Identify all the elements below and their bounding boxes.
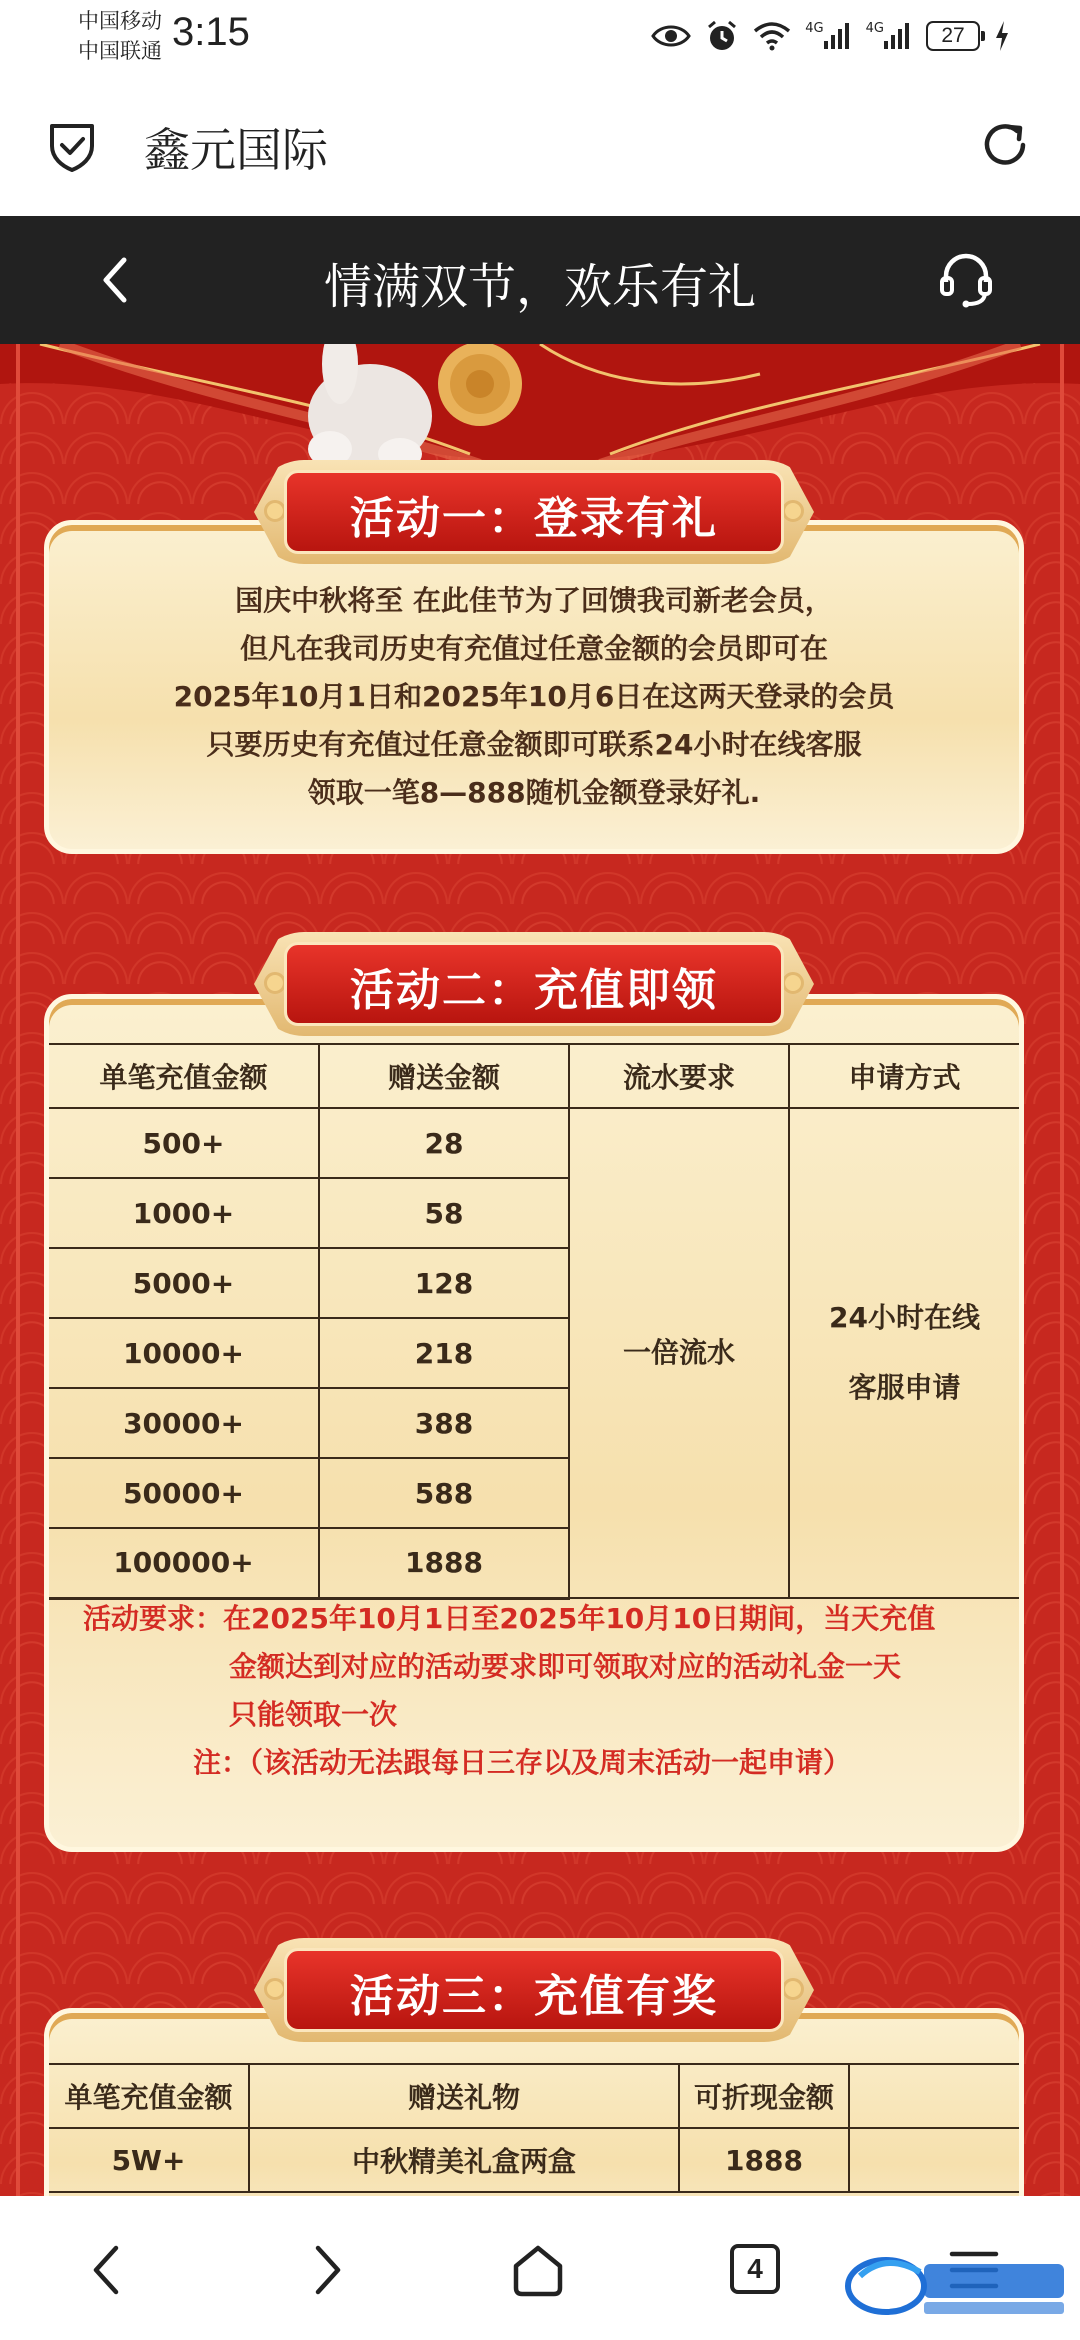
rule-line-3: 只能领取一次 [229,1698,398,1731]
bonus-amount-cell: 388 [319,1388,569,1458]
bonus-amount-cell: 1888 [319,1528,569,1598]
activity-1-card [44,520,1024,854]
apply-method-line-2: 客服申请 [848,1371,961,1404]
activity-3-title: 活动三：充值有奖 [350,1971,718,2022]
rule-line-2: 金额达到对应的活动要求即可领取对应的活动礼金一天 [229,1650,902,1683]
recharge-amount-cell: 5W+ [49,2128,249,2192]
carrier-info [78,6,162,66]
activity-2-rules [83,1595,1003,1787]
charging-icon [994,21,1010,51]
wifi-icon [753,21,791,51]
activity-1-line: 领取一笔8—888随机金额登录好礼. [307,776,761,809]
table-header: 申请方式 [789,1044,1019,1108]
browser-address-bar [0,72,1080,216]
page-header [0,216,1080,344]
status-bar [0,0,1080,72]
rule-label: 活动要求： [83,1602,224,1635]
apply-method-cell [789,1108,1019,1598]
site-title[interactable]: 鑫元国际 [144,123,328,177]
table-header: 赠送金额 [319,1044,569,1108]
signal-tag-1: 4G [805,21,824,36]
eye-icon [651,22,691,50]
signal-icon-1 [805,21,851,51]
back-nav-icon[interactable] [78,2240,138,2300]
recharge-bonus-table [49,1043,1019,1600]
alarm-icon [705,19,739,53]
bonus-amount-cell: 58 [319,1178,569,1248]
rule-line-1: 在2025年10月1日至2025年10月10日期间，当天充值 [223,1602,936,1635]
activity-2-title-ribbon [254,932,814,1036]
table-row [49,1108,1019,1178]
recharge-amount-cell: 30000+ [49,1388,319,1458]
watermark-logo [840,2246,1070,2326]
table-header: 单笔充值金额 [49,1044,319,1108]
turnover-requirement-cell: 一倍流水 [569,1108,789,1598]
activity-3-title-ribbon [254,1938,814,2042]
promotion-content[interactable] [0,344,1080,2196]
table-header: 流水要求 [569,1044,789,1108]
bonus-amount-cell: 128 [319,1248,569,1318]
empty-cell [849,2128,1019,2192]
recharge-amount-cell: 50000+ [49,1458,319,1528]
status-icons [651,16,1010,56]
activity-1-line: 只要历史有充值过任意金额即可联系24小时在线客服 [206,728,862,761]
activity-1-description [49,577,1019,817]
bonus-amount-cell: 588 [319,1458,569,1528]
table-header: 单笔充值金额 [49,2064,249,2128]
activity-1-line: 国庆中秋将至 在此佳节为了回馈我司新老会员， [235,584,833,617]
table-row [49,2128,1019,2192]
recharge-amount-cell: 5000+ [49,1248,319,1318]
activity-1-title: 活动一：登录有礼 [350,493,718,544]
carrier-1: 中国移动 [78,9,162,33]
activity-2-title: 活动二：充值即领 [350,965,718,1016]
recharge-amount-cell: 100000+ [49,1528,319,1598]
apply-method-line-1: 24小时在线 [829,1301,980,1334]
recharge-amount-cell: 500+ [49,1108,319,1178]
recharge-gift-table [49,2063,1019,2193]
table-header [849,2064,1019,2128]
recharge-amount-cell: 10000+ [49,1318,319,1388]
browser-bottom-nav [0,2196,1080,2340]
signal-tag-2: 4G [865,21,884,36]
activity-1-title-ribbon [254,460,814,564]
carrier-2: 中国联通 [78,39,162,63]
table-header: 赠送礼物 [249,2064,679,2128]
table-header-row [49,2064,1019,2128]
bonus-amount-cell: 218 [319,1318,569,1388]
gift-cell: 中秋精美礼盒两盒 [249,2128,679,2192]
table-header: 可折现金额 [679,2064,849,2128]
signal-icon-2 [866,21,912,51]
bonus-amount-cell: 28 [319,1108,569,1178]
forward-nav-icon[interactable] [296,2240,356,2300]
page-title: 情满双节，欢乐有礼 [323,259,756,315]
cash-value-cell: 1888 [679,2128,849,2192]
shield-check-icon[interactable] [44,118,100,174]
table-header-row [49,1044,1019,1108]
tabs-count-button[interactable]: 4 [730,2244,780,2294]
rule-note: 注：（该活动无法跟每日三存以及周末活动一起申请） [193,1746,852,1779]
customer-service-icon[interactable] [934,248,998,312]
status-time: 3:15 [172,10,250,54]
battery-indicator: 27 [926,21,980,51]
recharge-amount-cell: 1000+ [49,1178,319,1248]
activity-2-card [44,994,1024,1852]
reload-icon[interactable] [976,116,1034,174]
activity-1-line: 2025年10月1日和2025年10月6日在这两天登录的会员 [173,680,895,713]
home-icon[interactable] [508,2240,568,2300]
activity-1-line: 但凡在我司历史有充值过任意金额的会员即可在 [239,632,828,665]
